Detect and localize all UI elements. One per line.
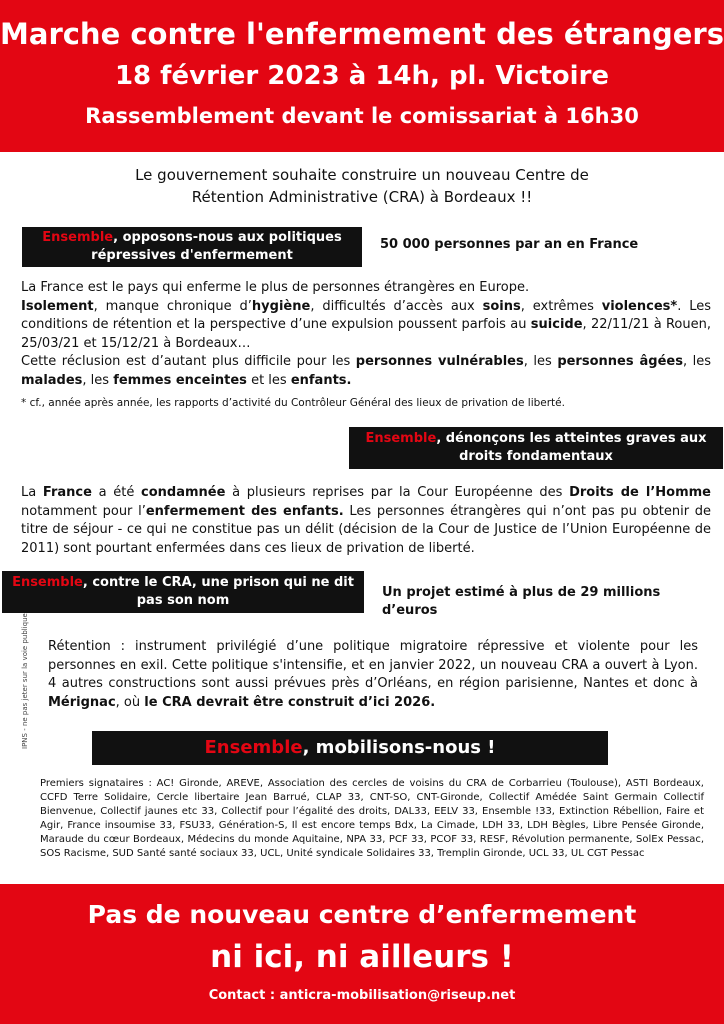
- section2-banner: [349, 427, 723, 469]
- mobilise-banner: [92, 731, 608, 765]
- ipns-note: IPNS - ne pas jeter sur la voie publique: [21, 613, 29, 749]
- header-date-place: 18 février 2023 à 14h, pl. Victoire: [114, 61, 610, 91]
- mobilise-accent: Ensemble: [204, 737, 303, 758]
- section1-text: [21, 279, 711, 390]
- section2-banner-text: , dénonçons les atteintes graves aux droits fondamentaux: [436, 431, 707, 464]
- footer-line2: ni ici, ni ailleurs !: [210, 939, 514, 975]
- section1-p1: La France est le pays qui enferme le plus de personnes étrangères en Europe.: [21, 280, 530, 295]
- header-title: Marche contre l'enfermement des étrangers: [0, 17, 724, 51]
- header-gathering: Rassemblement devant le comissariat à 16h30: [85, 104, 639, 128]
- section3-banner: [2, 571, 364, 613]
- mobilise-text: , mobilisons-nous !: [302, 737, 496, 758]
- section1-p2: Isolement, manque chronique d’hygiène, difficultés d’accès aux soins, extrêmes violences*. Les conditions de rétention et la perspective d’une expulsion poussent parfois au suicide, 22/11/21 à Rouen, 25/03/21 et 15/12/21 à Bordeaux…: [21, 298, 711, 351]
- section1-footnote: * cf., année après année, les rapports d’activité du Contrôleur Général des lieux de privation de liberté.: [21, 397, 565, 409]
- section1-banner-text: , opposons-nous aux politiques répressives d'enfermement: [91, 230, 342, 263]
- section3-text: Rétention : instrument privilégié d’une politique migratoire répressive et violente pour les personnes en exil. Cette politique s'intensifie, et en janvier 2022, un nouveau CRA a ouvert à Lyon. 4 autres constructions sont aussi prévues près d’Orléans, en région parisienne, Nantes et donc à Mérignac, où le CRA devrait être construit d’ici 2026.: [48, 639, 698, 710]
- section1-side: 50 000 personnes par an en France: [380, 237, 639, 252]
- footer-contact: Contact : anticra-mobilisation@riseup.net: [208, 988, 516, 1003]
- section1-banner: [22, 227, 362, 267]
- section3-accent: Ensemble: [12, 575, 83, 590]
- section3-banner-text: , contre le CRA, une prison qui ne dit pas son nom: [82, 575, 354, 608]
- section1-accent: Ensemble: [42, 230, 114, 245]
- section2-accent: Ensemble: [365, 431, 437, 446]
- intro-text: Le gouvernement souhaite construire un nouveau Centre de Rétention Administrative (CRA) à Bordeaux !!: [135, 166, 589, 206]
- footer-line1: Pas de nouveau centre d’enfermement: [87, 900, 637, 929]
- section3-side: Un projet estimé à plus de 29 millions d’euros: [382, 585, 661, 618]
- signatories: Premiers signataires : AC! Gironde, AREVE, Association des cercles de voisins du CRA de Corbarrieu (Toulouse), ASTI Bordeaux, CCFD Terre Solidaire, Cercle libertaire Jean Barrué, CLAP 33, CNT-SO, CNT-Gironde, Collectif Amédée Saint Germain Collectif Bienvenue, Collectif jaunes etc 33, Collectif pour l’égalité des droits, DAL33, EELV 33, Ensemble !33, Extinction Rébellion, Faire et Agir, France insoumise 33, FSU33, Génération-S, Il est encore temps Bdx, La Cimade, LDH 33, LDH Bègles, Libre Pensée Gironde, Maraude du cœur Bordeaux, Médecins du monde Aquitaine, NPA 33, PCF 33, PCOF 33, RESF, Révolution permanente, SolEx Pessac, SOS Racisme, SUD Santé santé sociaux 33, UCL, Unité syndicale Solidaires 33, Tremplin Gironde, UCL 33, UL CGT Pessac: [40, 778, 704, 859]
- header-banner: [0, 0, 724, 152]
- section1-p3: Cette réclusion est d’autant plus difficile pour les personnes vulnérables, les personnes âgées, les malades, les femmes enceintes et les enfants.: [21, 354, 711, 388]
- footer-banner: [0, 884, 724, 1024]
- section2-text: La France a été condamnée à plusieurs reprises par la Cour Européenne des Droits de l’Homme notamment pour l’enfermement des enfants. Les personnes étrangères qui n’ont pas pu obtenir de titre de séjour - ce qui ne constitue pas un délit (décision de la Cour de Justice de l’Union Européenne de 2011) sont pourtant enfermées dans ces lieux de privation de liberté.: [21, 485, 711, 556]
